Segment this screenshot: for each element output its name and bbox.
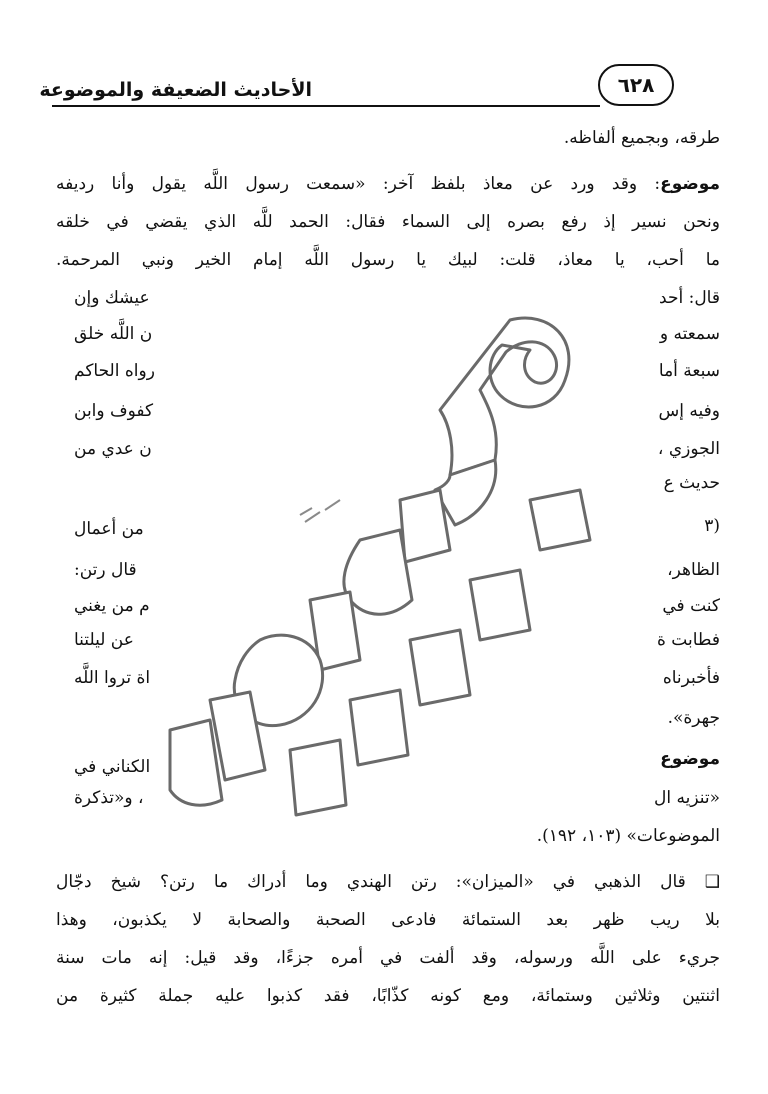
fragment-right: سبعة أما [658, 361, 720, 381]
fragment-right: قال: أحد [659, 288, 720, 308]
fragment-left: اة تروا اللَّه [74, 668, 151, 688]
text-line-mawduat: الموضوعات» (١٠٣، ١٩٢). [536, 826, 720, 846]
waqf-watermark [150, 300, 620, 820]
text-line-2 [56, 170, 720, 198]
fragment-left: ن اللَّه خلق [74, 324, 153, 344]
fragment-right: (٣ [704, 516, 720, 536]
paragraph-2-line: ❑ قال الذهبي في «الميزان»: رتن الهندي وما أدراك ما رتن؟ شيخ دجّال [56, 872, 720, 892]
text-line-2-rest: : وقد ورد عن معاذ بلفظ آخر: «سمعت رسول اللَّه يقول وأنا رديفه [56, 174, 661, 194]
fragment-right: وفيه إس [658, 401, 720, 421]
fragment-left: ن عدي من [74, 439, 152, 459]
fragment-left: كفوف وابن [74, 401, 154, 421]
fragment-right: جهرة». [667, 708, 720, 728]
paragraph-2-line: بلا ريب ظهر بعد الستمائة فادعى الصحبة والصحابة لا يكذبون، وهذا [56, 910, 720, 930]
fragment-left: عن ليلتنا [74, 630, 134, 650]
fragment-left: الكناني في [74, 757, 151, 777]
paragraph-2-line: اثنتين وثلاثين وستمائة، ومع كونه كذّابًا، فقد كذبوا عليه جملة كثيرة من [56, 986, 720, 1006]
page-number-badge: ٦٢٨ [598, 64, 674, 106]
fragment-right: الظاهر، [667, 560, 720, 580]
fragment-left: م من يغني [74, 596, 150, 616]
fragment-left: قال رتن: [74, 560, 137, 580]
fragment-right: الجوزي ، [657, 439, 720, 459]
fragment-right: فأخبرناه [662, 668, 720, 688]
fragment-left: رواه الحاكم [74, 361, 155, 381]
mawdu-label: موضوع [660, 174, 720, 194]
running-header-title: الأحاديث الضعيفة والموضوعة [39, 79, 312, 101]
fragment-left: من أعمال [74, 519, 144, 539]
text-line-3: ونحن نسير إذ رفع بصره إلى السماء فقال: الحمد للَّه الذي يقضي في خلقه [56, 212, 720, 232]
fragment-right: سمعته و [659, 324, 720, 344]
text-line-4: ما أحب، يا معاذ، قلت: لبيك يا رسول اللَّه إمام الخير ونبي المرحمة. [56, 250, 720, 270]
header-rule [52, 105, 600, 107]
text-line-1: طرقه، وبجميع ألفاظه. [563, 128, 720, 148]
fragment-right: موضوع [660, 749, 720, 769]
fragment-right: «تنزيه ال [654, 788, 720, 808]
fragment-left: ، و«تذكرة [74, 788, 144, 808]
fragment-right: فطابت ة [657, 630, 720, 650]
fragment-left: عيشك وإن [74, 288, 150, 308]
fragment-right: حديث ع [663, 473, 720, 493]
paragraph-2-line: جريء على اللَّه ورسوله، وقد ألفت في أمره جزءًا، وقد قيل: إنه مات سنة [56, 948, 720, 968]
fragment-right: كنت في [662, 596, 720, 616]
